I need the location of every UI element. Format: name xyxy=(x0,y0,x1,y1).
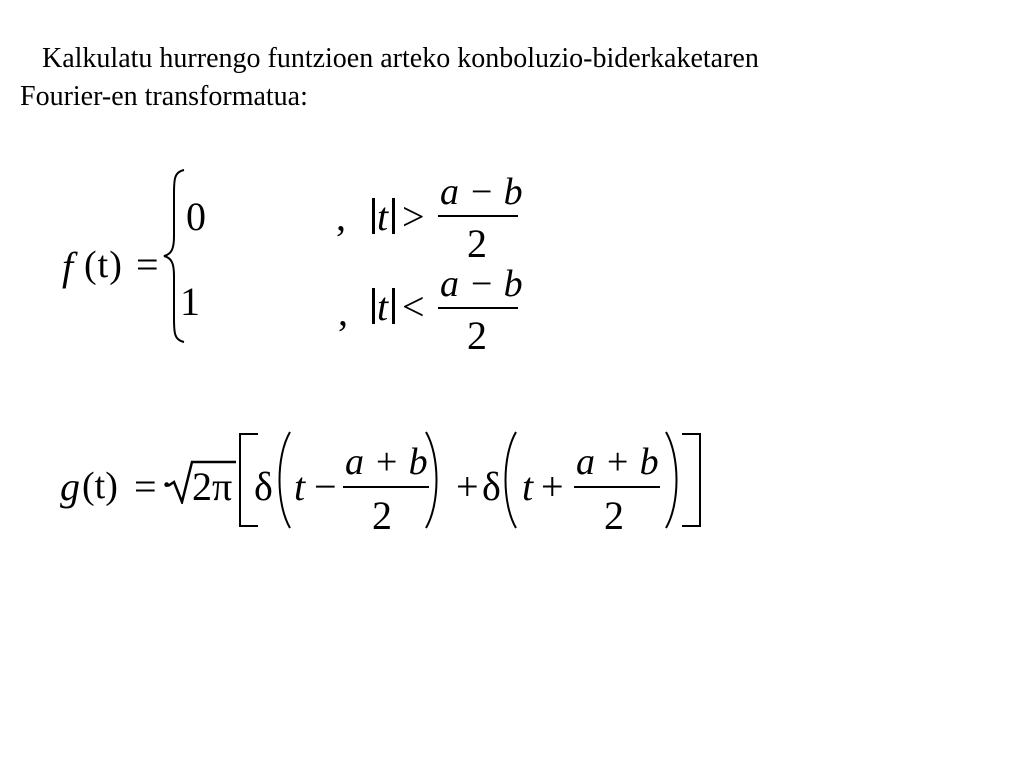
g-name: g xyxy=(60,464,80,509)
f-equals: = xyxy=(136,242,159,287)
plus-sign: + xyxy=(456,464,479,509)
frac1-bar xyxy=(343,486,429,488)
frac2-denominator: 2 xyxy=(604,493,624,538)
sqrt-content: 2π xyxy=(192,464,233,509)
problem-statement xyxy=(20,40,1010,116)
t-2: t xyxy=(522,464,534,509)
left-paren-1-icon xyxy=(274,430,294,530)
t-1: t xyxy=(294,464,306,509)
right-paren-1-icon xyxy=(422,430,442,530)
f-argument xyxy=(84,243,123,287)
problem-line-2: Fourier-en transformatua: xyxy=(20,81,308,112)
case2-value: 1 xyxy=(180,279,200,324)
g-dot: · xyxy=(160,462,174,507)
case1-value: 0 xyxy=(186,194,206,239)
case2-abs-variable: t xyxy=(377,284,389,329)
g-equals: = xyxy=(134,464,157,509)
minus-sign: − xyxy=(314,464,337,509)
frac2-bar xyxy=(574,486,660,488)
frac1-denominator: 2 xyxy=(372,493,392,538)
f-argument-text: (t) xyxy=(84,244,123,286)
case2-denominator: 2 xyxy=(467,313,487,358)
problem-line-1: Kalkulatu hurrengo funtzioen arteko konboluzio-biderkaketaren xyxy=(42,43,759,74)
case1-fraction-bar xyxy=(438,215,518,217)
frac2-numerator: a + b xyxy=(576,441,659,483)
g-argument: (t) xyxy=(82,465,118,507)
f-name: f xyxy=(62,244,74,289)
case1-abs-right-bar xyxy=(392,198,395,234)
case2-fraction-bar xyxy=(438,307,518,309)
left-paren-2-icon xyxy=(500,430,520,530)
case1-comma: , xyxy=(336,194,346,239)
right-paren-2-icon xyxy=(662,430,682,530)
plus-sign-2: + xyxy=(541,464,564,509)
case1-numerator: a − b xyxy=(440,171,523,213)
frac1-numerator: a + b xyxy=(345,441,428,483)
case1-abs-variable: t xyxy=(377,194,389,239)
case2-abs-right-bar xyxy=(392,288,395,324)
case2-abs-left-bar xyxy=(372,288,375,324)
case1-relation: > xyxy=(402,194,425,239)
delta-2: δ xyxy=(482,464,501,509)
case2-comma: , xyxy=(338,289,348,334)
case1-abs-left-bar xyxy=(372,198,375,234)
right-bracket-icon xyxy=(680,432,704,528)
case2-numerator: a − b xyxy=(440,263,523,305)
case2-relation: < xyxy=(402,284,425,329)
delta-1: δ xyxy=(254,464,273,509)
case1-denominator: 2 xyxy=(467,221,487,266)
